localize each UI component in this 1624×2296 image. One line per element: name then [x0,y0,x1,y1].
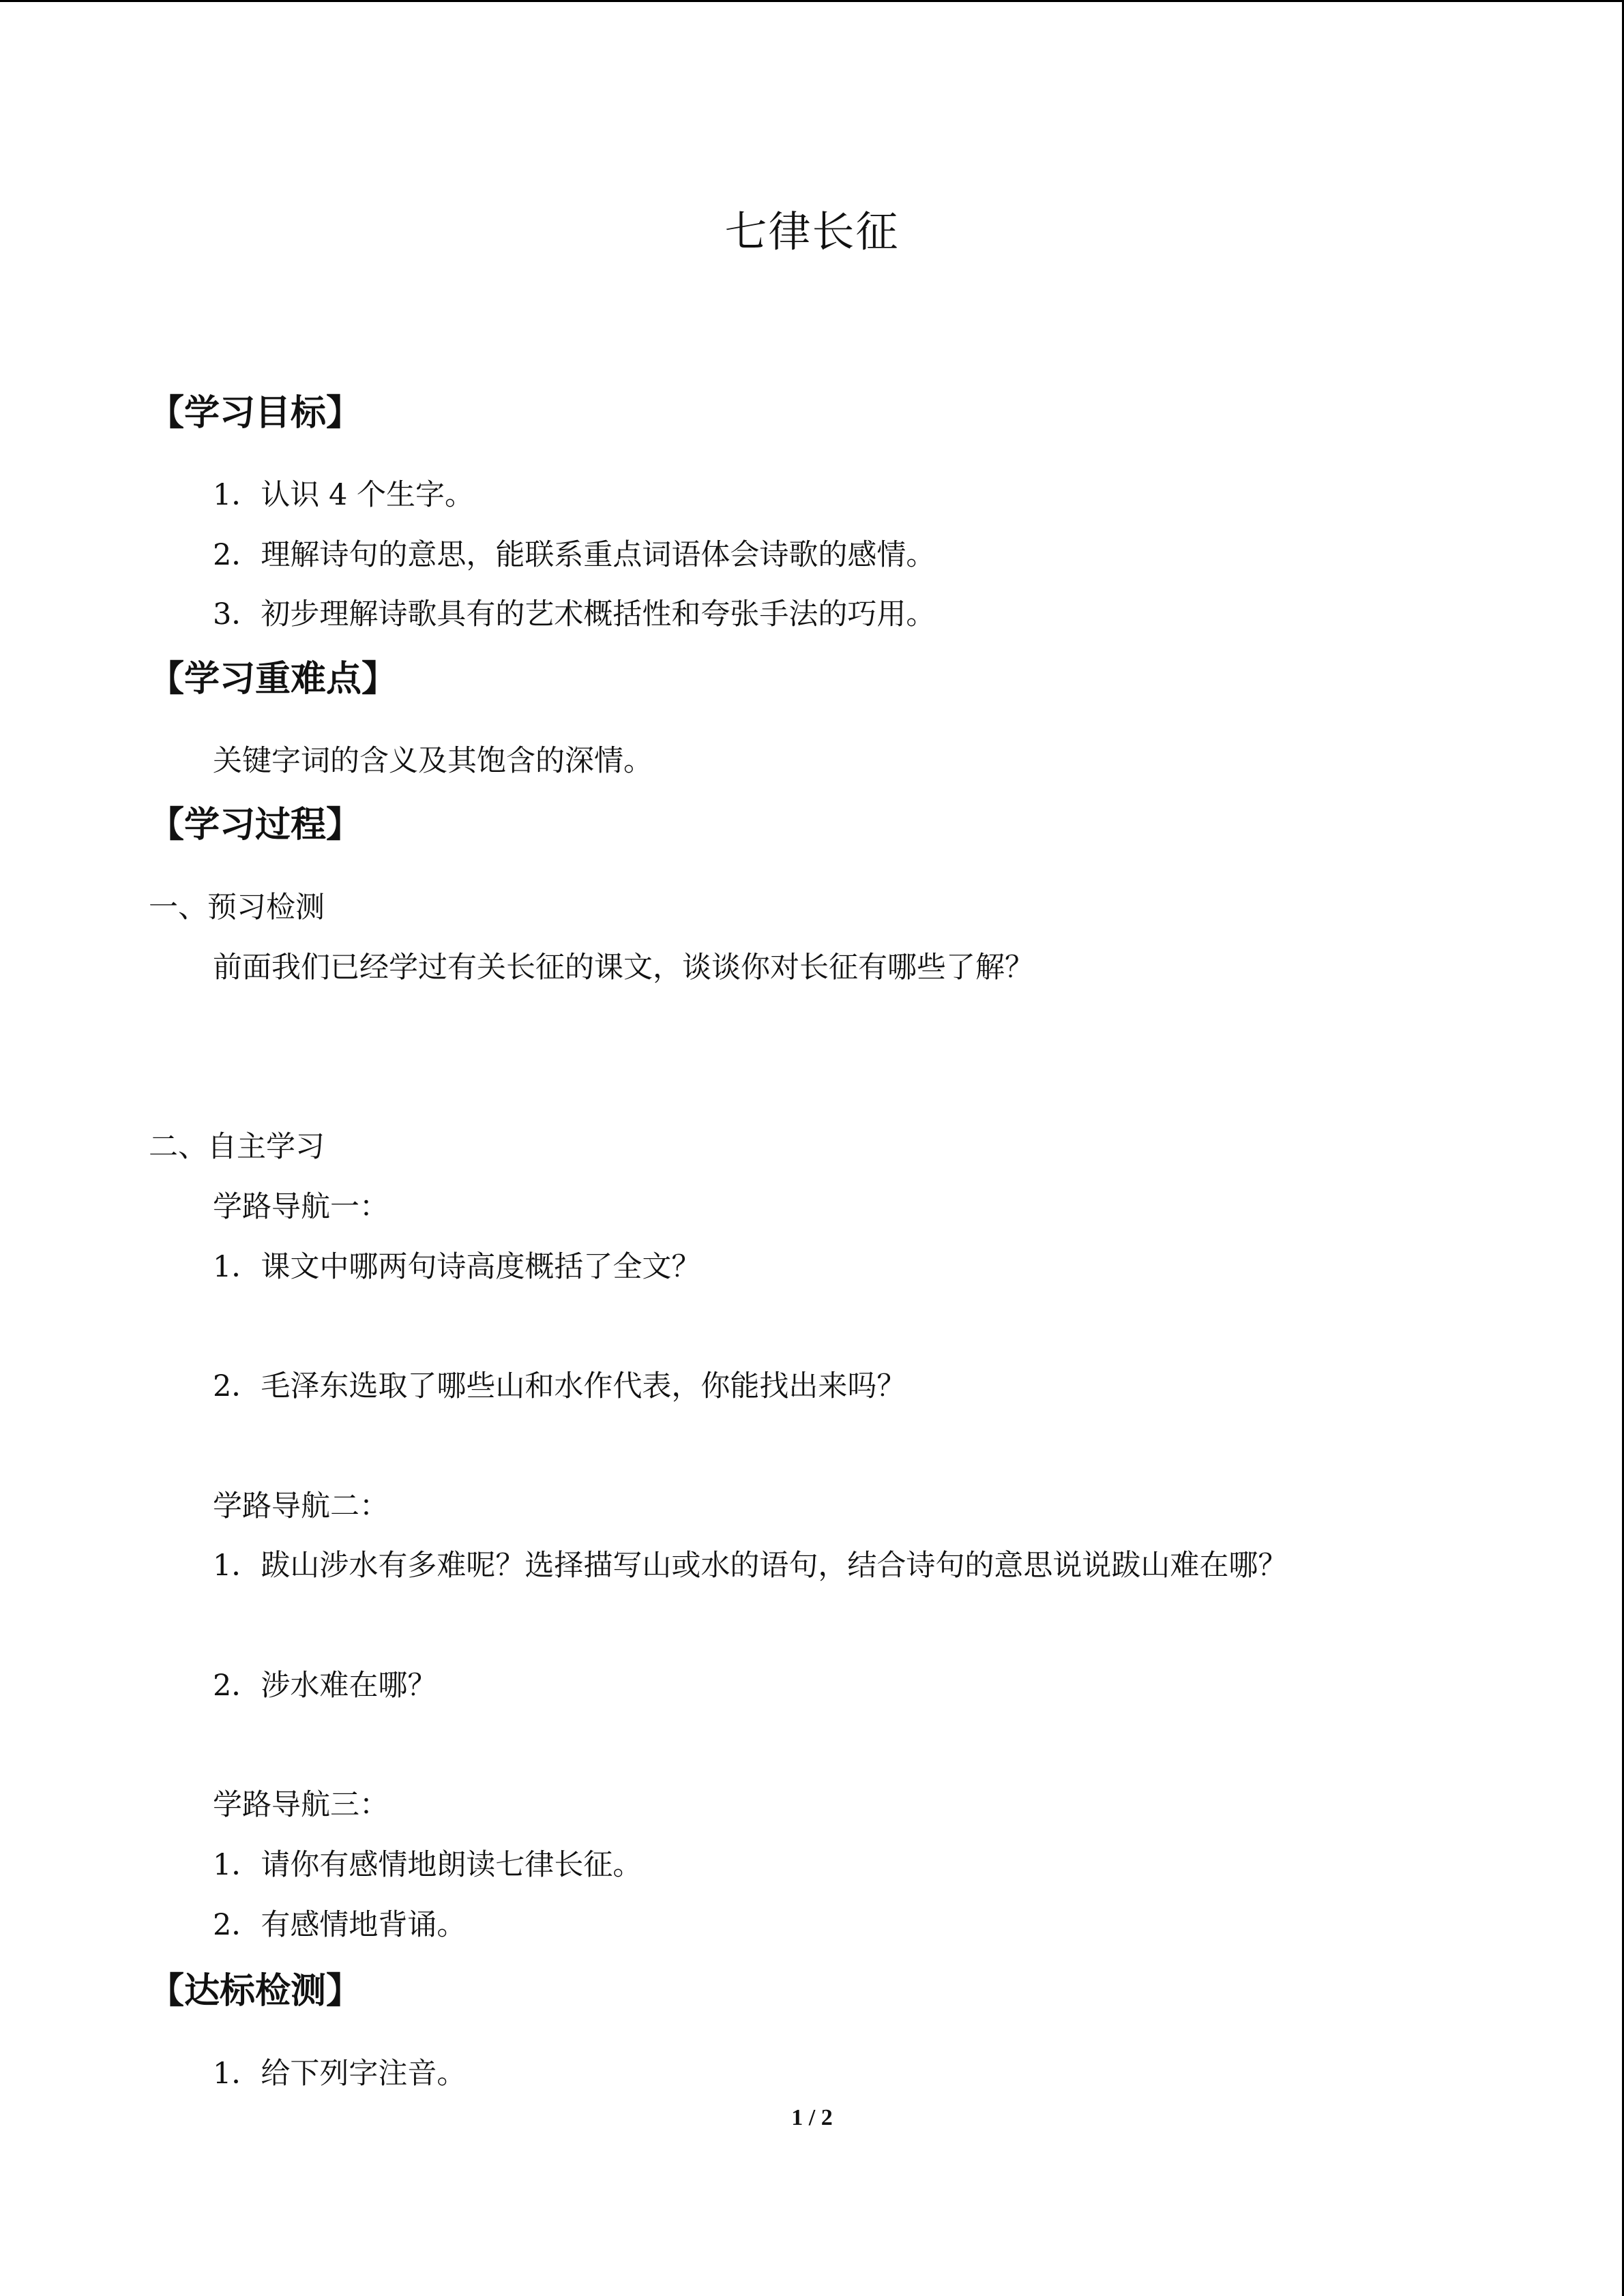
nav1-question-1: 1．课文中哪两句诗高度概括了全文？ [213,1250,701,1284]
goals-heading: 【学习目标】 [149,393,362,434]
nav1-question-2: 2．毛泽东选取了哪些山和水作代表，你能找出来吗？ [213,1369,906,1403]
nav1-label: 学路导航一： [213,1190,389,1224]
process-heading: 【学习过程】 [149,805,362,846]
page-border-top [0,0,1624,2]
page-title: 七律长征 [724,207,900,256]
key-points-text: 关键字词的含义及其饱含的深情。 [213,744,653,778]
key-points-heading: 【学习重难点】 [149,659,398,700]
assessment-question-1: 1．给下列字注音。 [213,2057,467,2091]
assessment-heading: 【达标检测】 [149,1971,362,2012]
nav2-question-2: 2．涉水难在哪？ [213,1669,437,1703]
page-number: 1 / 2 [791,2105,833,2130]
nav2-label: 学路导航二： [213,1489,389,1523]
nav3-question-1: 1．请你有感情地朗读七律长征。 [213,1848,643,1882]
part1-label: 一、预习检测 [149,891,325,925]
nav3-label: 学路导航三： [213,1788,389,1822]
nav3-question-2: 2．有感情地背诵。 [213,1908,467,1942]
goal-item-3: 3．初步理解诗歌具有的艺术概括性和夸张手法的巧用。 [213,597,936,631]
part1-text: 前面我们已经学过有关长征的课文，谈谈你对长征有哪些了解？ [213,951,1034,985]
goal-item-2: 2．理解诗句的意思，能联系重点词语体会诗歌的感情。 [213,538,936,572]
goal-item-1: 1．认识 4 个生字。 [213,478,475,512]
part2-label: 二、自主学习 [149,1130,325,1164]
nav2-question-1: 1．跋山涉水有多难呢？选择描写山或水的语句，结合诗句的意思说说跋山难在哪？ [213,1549,1288,1583]
